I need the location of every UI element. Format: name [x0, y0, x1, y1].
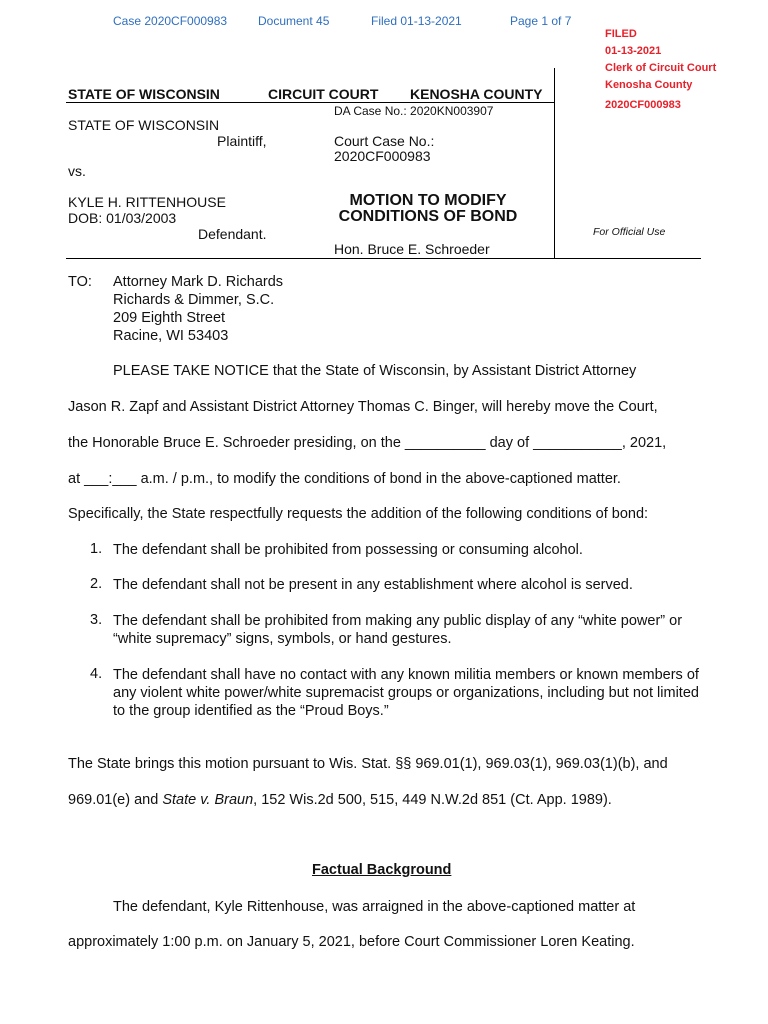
condition-1-text: The defendant shall be prohibited from possessing or consuming alcohol. — [113, 542, 583, 558]
to-label: TO: — [68, 274, 92, 290]
caption-county: KENOSHA COUNTY — [410, 86, 543, 102]
stamp-filed: FILED — [605, 28, 637, 40]
header-document: Document 45 — [258, 14, 330, 28]
condition-2-number: 2. — [90, 576, 103, 592]
defendant-dob: DOB: 01/03/2003 — [68, 210, 177, 226]
caption-top-rule — [66, 102, 554, 103]
condition-4-number: 4. — [90, 666, 103, 682]
official-use-label: For Official Use — [593, 226, 666, 238]
body-line-1: PLEASE TAKE NOTICE that the State of Wisconsin, by Assistant District Attorney — [113, 363, 637, 379]
versus: vs. — [68, 163, 86, 179]
case-citation-name: State v. Braun — [162, 792, 254, 808]
plaintiff-name: STATE OF WISCONSIN — [68, 117, 220, 133]
factual-line-1: The defendant, Kyle Rittenhouse, was arraigned in the above-captioned matter at — [113, 899, 636, 915]
court-case-label: Court Case No.: — [334, 133, 435, 149]
condition-1-number: 1. — [90, 541, 103, 557]
defendant-role: Defendant. — [198, 226, 267, 242]
factual-line-2: approximately 1:00 p.m. on January 5, 2021, before Court Commissioner Loren Keating. — [68, 934, 635, 950]
stamp-clerk: Clerk of Circuit Court — [605, 62, 717, 74]
body-line-3: the Honorable Bruce E. Schroeder presiding, on the __________ day of ___________, 2021, — [68, 435, 667, 451]
header-page: Page 1 of 7 — [510, 14, 572, 28]
addressee-line2: Richards & Dimmer, S.C. — [113, 292, 275, 308]
condition-2-text: The defendant shall not be present in any establishment where alcohol is served. — [113, 577, 633, 593]
caption-vertical-rule — [554, 68, 555, 258]
addressee-line1: Attorney Mark D. Richards — [113, 274, 284, 290]
motion-title-line2: CONDITIONS OF BOND — [338, 208, 518, 225]
condition-4-text: The defendant shall have no contact with any known militia members or known members of any violent white power/white supremacist groups or organizations, including but not limited to the group identified as the “Proud Boys.” — [113, 667, 699, 719]
caption-bottom-rule — [66, 258, 701, 259]
court-case-number: 2020CF000983 — [334, 148, 431, 164]
statute-line-2-end: , 152 Wis.2d 500, 515, 449 N.W.2d 851 (Ct. App. 1989). — [253, 792, 612, 808]
addressee-line4: Racine, WI 53403 — [113, 328, 229, 344]
caption-court: CIRCUIT COURT — [268, 86, 379, 102]
body-line-5: Specifically, the State respectfully requests the addition of the following conditions of bond: — [68, 506, 649, 522]
condition-3-number: 3. — [90, 612, 103, 628]
statute-line-1: The State brings this motion pursuant to Wis. Stat. §§ 969.01(1), 969.03(1), 969.03(1)(b), and — [68, 756, 668, 772]
header-case: Case 2020CF000983 — [113, 14, 228, 28]
section-heading-factual-background: Factual Background — [312, 862, 452, 878]
judge-name: Hon. Bruce E. Schroeder — [334, 241, 490, 257]
addressee-line3: 209 Eighth Street — [113, 310, 226, 326]
stamp-date: 01-13-2021 — [605, 45, 662, 57]
stamp-county: Kenosha County — [605, 79, 693, 91]
da-case-number: DA Case No.: 2020KN003907 — [334, 104, 494, 118]
defendant-name: KYLE H. RITTENHOUSE — [68, 194, 226, 210]
plaintiff-role: Plaintiff, — [217, 133, 267, 149]
body-line-4: at ___:___ a.m. / p.m., to modify the conditions of bond in the above-captioned matter. — [68, 471, 621, 487]
caption-state: STATE OF WISCONSIN — [68, 86, 220, 102]
statute-line-2 — [68, 791, 612, 809]
stamp-case: 2020CF000983 — [605, 99, 681, 111]
body-line-2: Jason R. Zapf and Assistant District Attorney Thomas C. Binger, will hereby move the Court, — [68, 399, 658, 415]
condition-3-text: The defendant shall be prohibited from making any public display of any “white power” or “white supremacy” signs, symbols, or hand gestures. — [113, 613, 683, 647]
motion-title-line1: MOTION TO MODIFY — [349, 192, 507, 209]
header-filed: Filed 01-13-2021 — [371, 14, 462, 28]
statute-line-2-start: 969.01(e) and — [68, 792, 163, 808]
